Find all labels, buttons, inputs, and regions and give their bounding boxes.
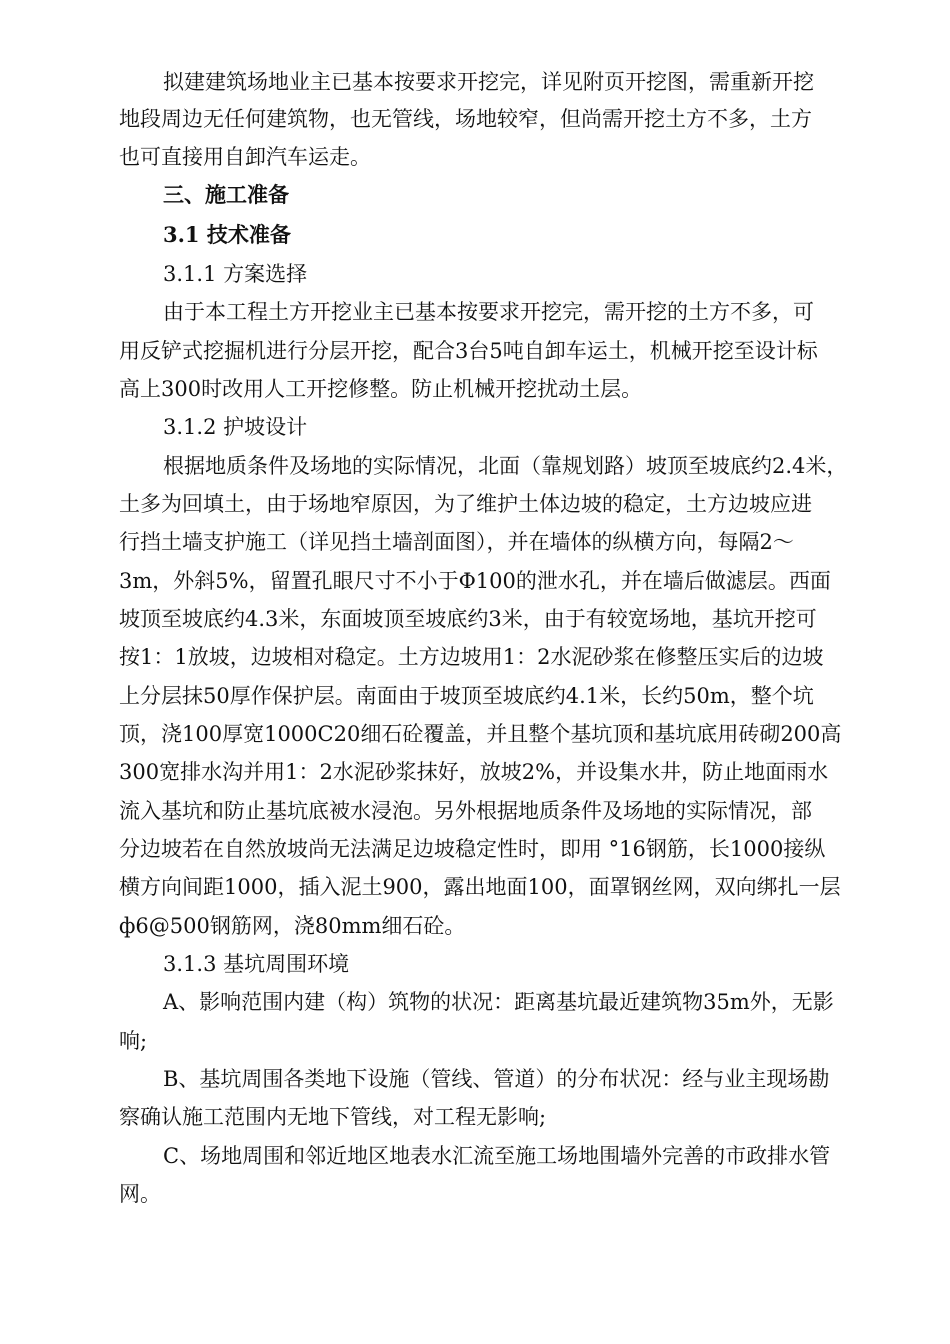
paragraph-line: 3m，外斜5%，留置孔眼尺寸不小于Φ100的泄水孔，并在墙后做滤层。西面: [119, 569, 831, 593]
paragraph-line: ф6@500钢筋网，浇80mm细石砼。: [119, 914, 466, 938]
paragraph-line: B、基坑周围各类地下设施（管线、管道）的分布状况：经与业主现场勘: [163, 1067, 830, 1091]
paragraph-line: 用反铲式挖掘机进行分层开挖，配合3台5吨自卸车运土，机械开挖至设计标: [119, 339, 818, 363]
paragraph-line: 流入基坑和防止基坑底被水浸泡。另外根据地质条件及场地的实际情况，部: [119, 799, 812, 823]
section-heading: 三、施工准备: [163, 182, 289, 207]
paragraph-line: A、影响范围内建（构）筑物的状况：距离基坑最近建筑物35m外，无影: [163, 990, 834, 1014]
paragraph-line: 行挡土墙支护施工（详见挡土墙剖面图），并在墙体的纵横方向，每隔2～: [119, 530, 794, 554]
paragraph-line: 坡顶至坡底约4.3米，东面坡顶至坡底约3米，由于有较宽场地，基坑开挖可: [119, 607, 817, 631]
paragraph-line: 察确认施工范围内无地下管线，对工程无影响;: [119, 1105, 547, 1129]
paragraph-line: 顶，浇100厚宽1000C20细石砼覆盖，并且整个基坑顶和基坑底用砖砌200高: [119, 722, 842, 746]
paragraph-line: 网。: [119, 1182, 161, 1206]
subsubsection-heading: 3.1.1 方案选择: [163, 262, 308, 286]
paragraph-line: 分边坡若在自然放坡尚无法满足边坡稳定性时，即用 °16钢筋，长1000接纵: [119, 837, 826, 861]
paragraph-line: 上分层抹50厚作保护层。南面由于坡顶至坡底约4.1米，长约50m，整个坑: [119, 684, 814, 708]
paragraph-line: 土多为回填土，由于场地窄原因，为了维护土体边坡的稳定，土方边坡应进: [119, 492, 812, 516]
paragraph-line: 横方向间距1000，插入泥土900，露出地面100，面罩钢丝网，双向绑扎一层: [119, 875, 841, 899]
subsection-heading: 3.1 技术准备: [163, 222, 291, 247]
paragraph-line: 拟建建筑场地业主已基本按要求开挖完，详见附页开挖图，需重新开挖: [163, 70, 814, 94]
paragraph-line: 地段周边无任何建筑物，也无管线，场地较窄，但尚需开挖土方不多，土方: [119, 107, 812, 131]
subsubsection-heading: 3.1.2 护坡设计: [163, 415, 308, 439]
paragraph-line: 高上300时改用人工开挖修整。防止机械开挖扰动土层。: [119, 377, 643, 401]
paragraph-line: 也可直接用自卸汽车运走。: [119, 145, 371, 169]
subsubsection-heading: 3.1.3 基坑周围环境: [163, 952, 350, 976]
paragraph-line: 300宽排水沟并用1：2水泥砂浆抹好，放坡2%，并设集水井，防止地面雨水: [119, 760, 829, 784]
paragraph-line: 响;: [119, 1029, 148, 1053]
paragraph-line: 由于本工程土方开挖业主已基本按要求开挖完，需开挖的土方不多，可: [163, 300, 814, 324]
paragraph-line: C、场地周围和邻近地区地表水汇流至施工场地围墙外完善的市政排水管: [163, 1144, 831, 1168]
paragraph-line: 按1：1放坡，边坡相对稳定。土方边坡用1：2水泥砂浆在修整压实后的边坡: [119, 645, 824, 669]
paragraph-line: 根据地质条件及场地的实际情况，北面（靠规划路）坡顶至坡底约2.4米，: [163, 454, 848, 478]
